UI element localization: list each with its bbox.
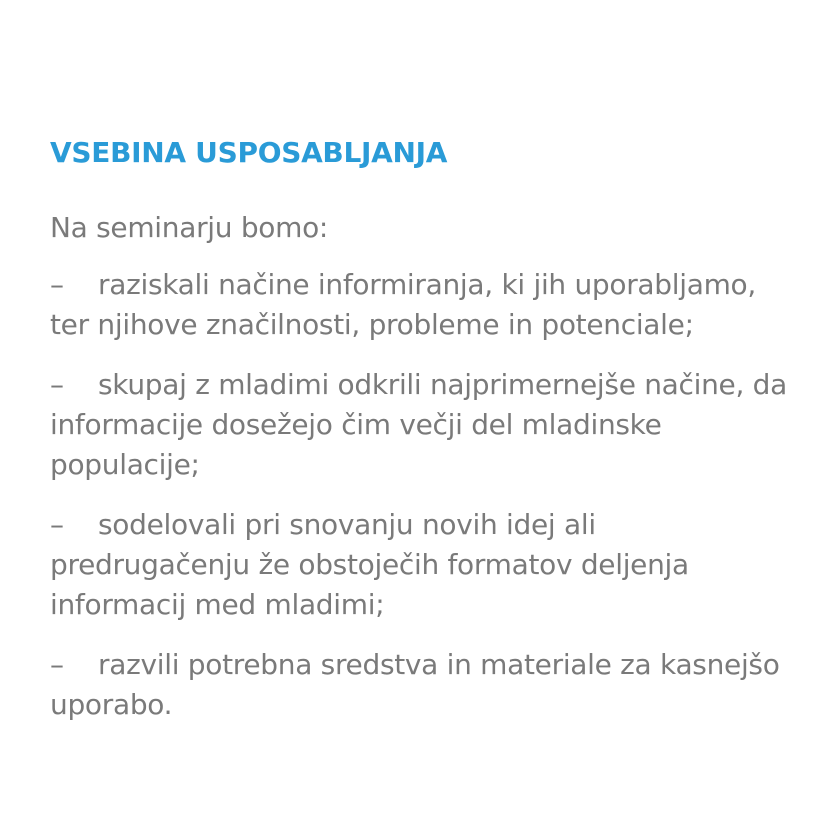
bullet-item (50, 505, 790, 625)
bullet-item (50, 365, 790, 485)
bullet-text: raziskali načine informiranja, ki jih uporabljamo, ter njihove značilnosti, probleme in potenciale; (50, 268, 756, 341)
bullet-text: skupaj z mladimi odkrili najprimernejše načine, da informacije dosežejo čim večji del mladinske populacije; (50, 368, 788, 481)
bullet-text: sodelovali pri snovanju novih idej ali predrugačenju že obstoječih formatov deljenja informacij med mladimi; (50, 508, 689, 621)
bullet-list (50, 265, 790, 725)
document-content (50, 135, 790, 745)
bullet-item (50, 645, 790, 725)
bullet-item (50, 265, 790, 345)
bullet-dash: – (50, 268, 64, 301)
intro-text: Na seminarju bomo: (50, 211, 329, 244)
bullet-text: razvili potrebna sredstva in materiale za kasnejšo uporabo. (50, 648, 780, 721)
section-heading: VSEBINA USPOSABLJANJA (50, 136, 448, 169)
bullet-dash: – (50, 508, 64, 541)
bullet-dash: – (50, 648, 64, 681)
bullet-dash: – (50, 368, 64, 401)
